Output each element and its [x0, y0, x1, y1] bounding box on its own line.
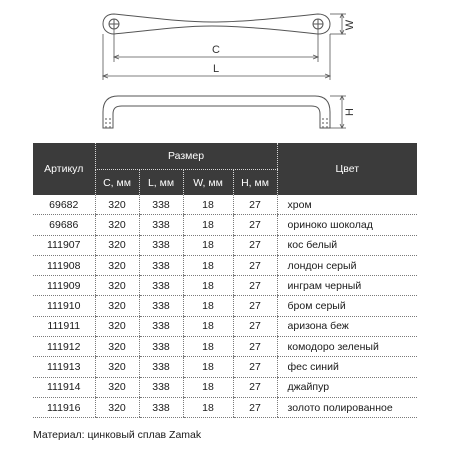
cell-article: 111909 — [33, 276, 95, 296]
table-row — [33, 397, 417, 417]
cell-h: 27 — [233, 397, 277, 417]
cell-color: золото полированное — [277, 397, 417, 417]
cell-l: 338 — [139, 357, 183, 377]
cell-h: 27 — [233, 215, 277, 235]
cell-color: лондон серый — [277, 255, 417, 275]
cell-article: 111907 — [33, 235, 95, 255]
header-color: Цвет — [277, 143, 417, 195]
cell-c: 320 — [95, 337, 139, 357]
cell-c: 320 — [95, 195, 139, 215]
cell-c: 320 — [95, 397, 139, 417]
spec-table — [33, 143, 417, 418]
cell-l: 338 — [139, 255, 183, 275]
cell-l: 338 — [139, 377, 183, 397]
cell-w: 18 — [183, 397, 233, 417]
cell-h: 27 — [233, 235, 277, 255]
cell-w: 18 — [183, 377, 233, 397]
cell-w: 18 — [183, 357, 233, 377]
handle-side-view — [103, 96, 330, 128]
header-l: L, мм — [139, 170, 183, 196]
cell-color: ориноко шоколад — [277, 215, 417, 235]
cell-color: фес синий — [277, 357, 417, 377]
cell-h: 27 — [233, 316, 277, 336]
cell-color: комодоро зеленый — [277, 337, 417, 357]
w-label: W — [344, 19, 356, 31]
cell-c: 320 — [95, 296, 139, 316]
cell-w: 18 — [183, 337, 233, 357]
cell-l: 338 — [139, 337, 183, 357]
cell-l: 338 — [139, 215, 183, 235]
cell-w: 18 — [183, 255, 233, 275]
header-h: H, мм — [233, 170, 277, 196]
table-body — [33, 195, 417, 418]
cell-l: 338 — [139, 276, 183, 296]
cell-color: джайпур — [277, 377, 417, 397]
table-row — [33, 357, 417, 377]
cell-c: 320 — [95, 377, 139, 397]
table-row — [33, 316, 417, 336]
cell-h: 27 — [233, 337, 277, 357]
table-row — [33, 276, 417, 296]
cell-c: 320 — [95, 235, 139, 255]
cell-w: 18 — [183, 316, 233, 336]
cell-h: 27 — [233, 195, 277, 215]
handle-top-view — [103, 14, 330, 34]
table-row — [33, 296, 417, 316]
cell-h: 27 — [233, 276, 277, 296]
cell-w: 18 — [183, 215, 233, 235]
l-label: L — [212, 63, 220, 75]
cell-article: 111908 — [33, 255, 95, 275]
cell-color: инграм черный — [277, 276, 417, 296]
h-label: H — [344, 108, 356, 116]
cell-c: 320 — [95, 357, 139, 377]
cell-article: 111914 — [33, 377, 95, 397]
material-note: Материал: цинковый сплав Zamak — [33, 429, 202, 441]
cell-article: 111912 — [33, 337, 95, 357]
table-row — [33, 215, 417, 235]
cell-l: 338 — [139, 397, 183, 417]
cell-w: 18 — [183, 195, 233, 215]
table-header — [33, 143, 417, 195]
cell-color: бром серый — [277, 296, 417, 316]
cell-c: 320 — [95, 255, 139, 275]
cell-article: 69682 — [33, 195, 95, 215]
cell-h: 27 — [233, 255, 277, 275]
cell-article: 111913 — [33, 357, 95, 377]
cell-c: 320 — [95, 276, 139, 296]
cell-l: 338 — [139, 316, 183, 336]
header-article: Артикул — [33, 143, 95, 195]
cell-color: хром — [277, 195, 417, 215]
cell-article: 111910 — [33, 296, 95, 316]
cell-color: аризона беж — [277, 316, 417, 336]
c-label: C — [212, 44, 220, 56]
header-w: W, мм — [183, 170, 233, 196]
cell-article: 111916 — [33, 397, 95, 417]
cell-article: 111911 — [33, 316, 95, 336]
table-row — [33, 337, 417, 357]
table-row — [33, 235, 417, 255]
cell-c: 320 — [95, 316, 139, 336]
handle-drawing — [0, 0, 450, 140]
cell-h: 27 — [233, 377, 277, 397]
cell-h: 27 — [233, 357, 277, 377]
cell-w: 18 — [183, 296, 233, 316]
table-row — [33, 255, 417, 275]
cell-l: 338 — [139, 235, 183, 255]
cell-h: 27 — [233, 296, 277, 316]
header-size-group: Размер — [95, 143, 277, 170]
table-row — [33, 195, 417, 215]
cell-w: 18 — [183, 235, 233, 255]
cell-color: кос белый — [277, 235, 417, 255]
cell-l: 338 — [139, 296, 183, 316]
cell-l: 338 — [139, 195, 183, 215]
cell-w: 18 — [183, 276, 233, 296]
cell-c: 320 — [95, 215, 139, 235]
header-c: C, мм — [95, 170, 139, 196]
cell-article: 69686 — [33, 215, 95, 235]
table-row — [33, 377, 417, 397]
